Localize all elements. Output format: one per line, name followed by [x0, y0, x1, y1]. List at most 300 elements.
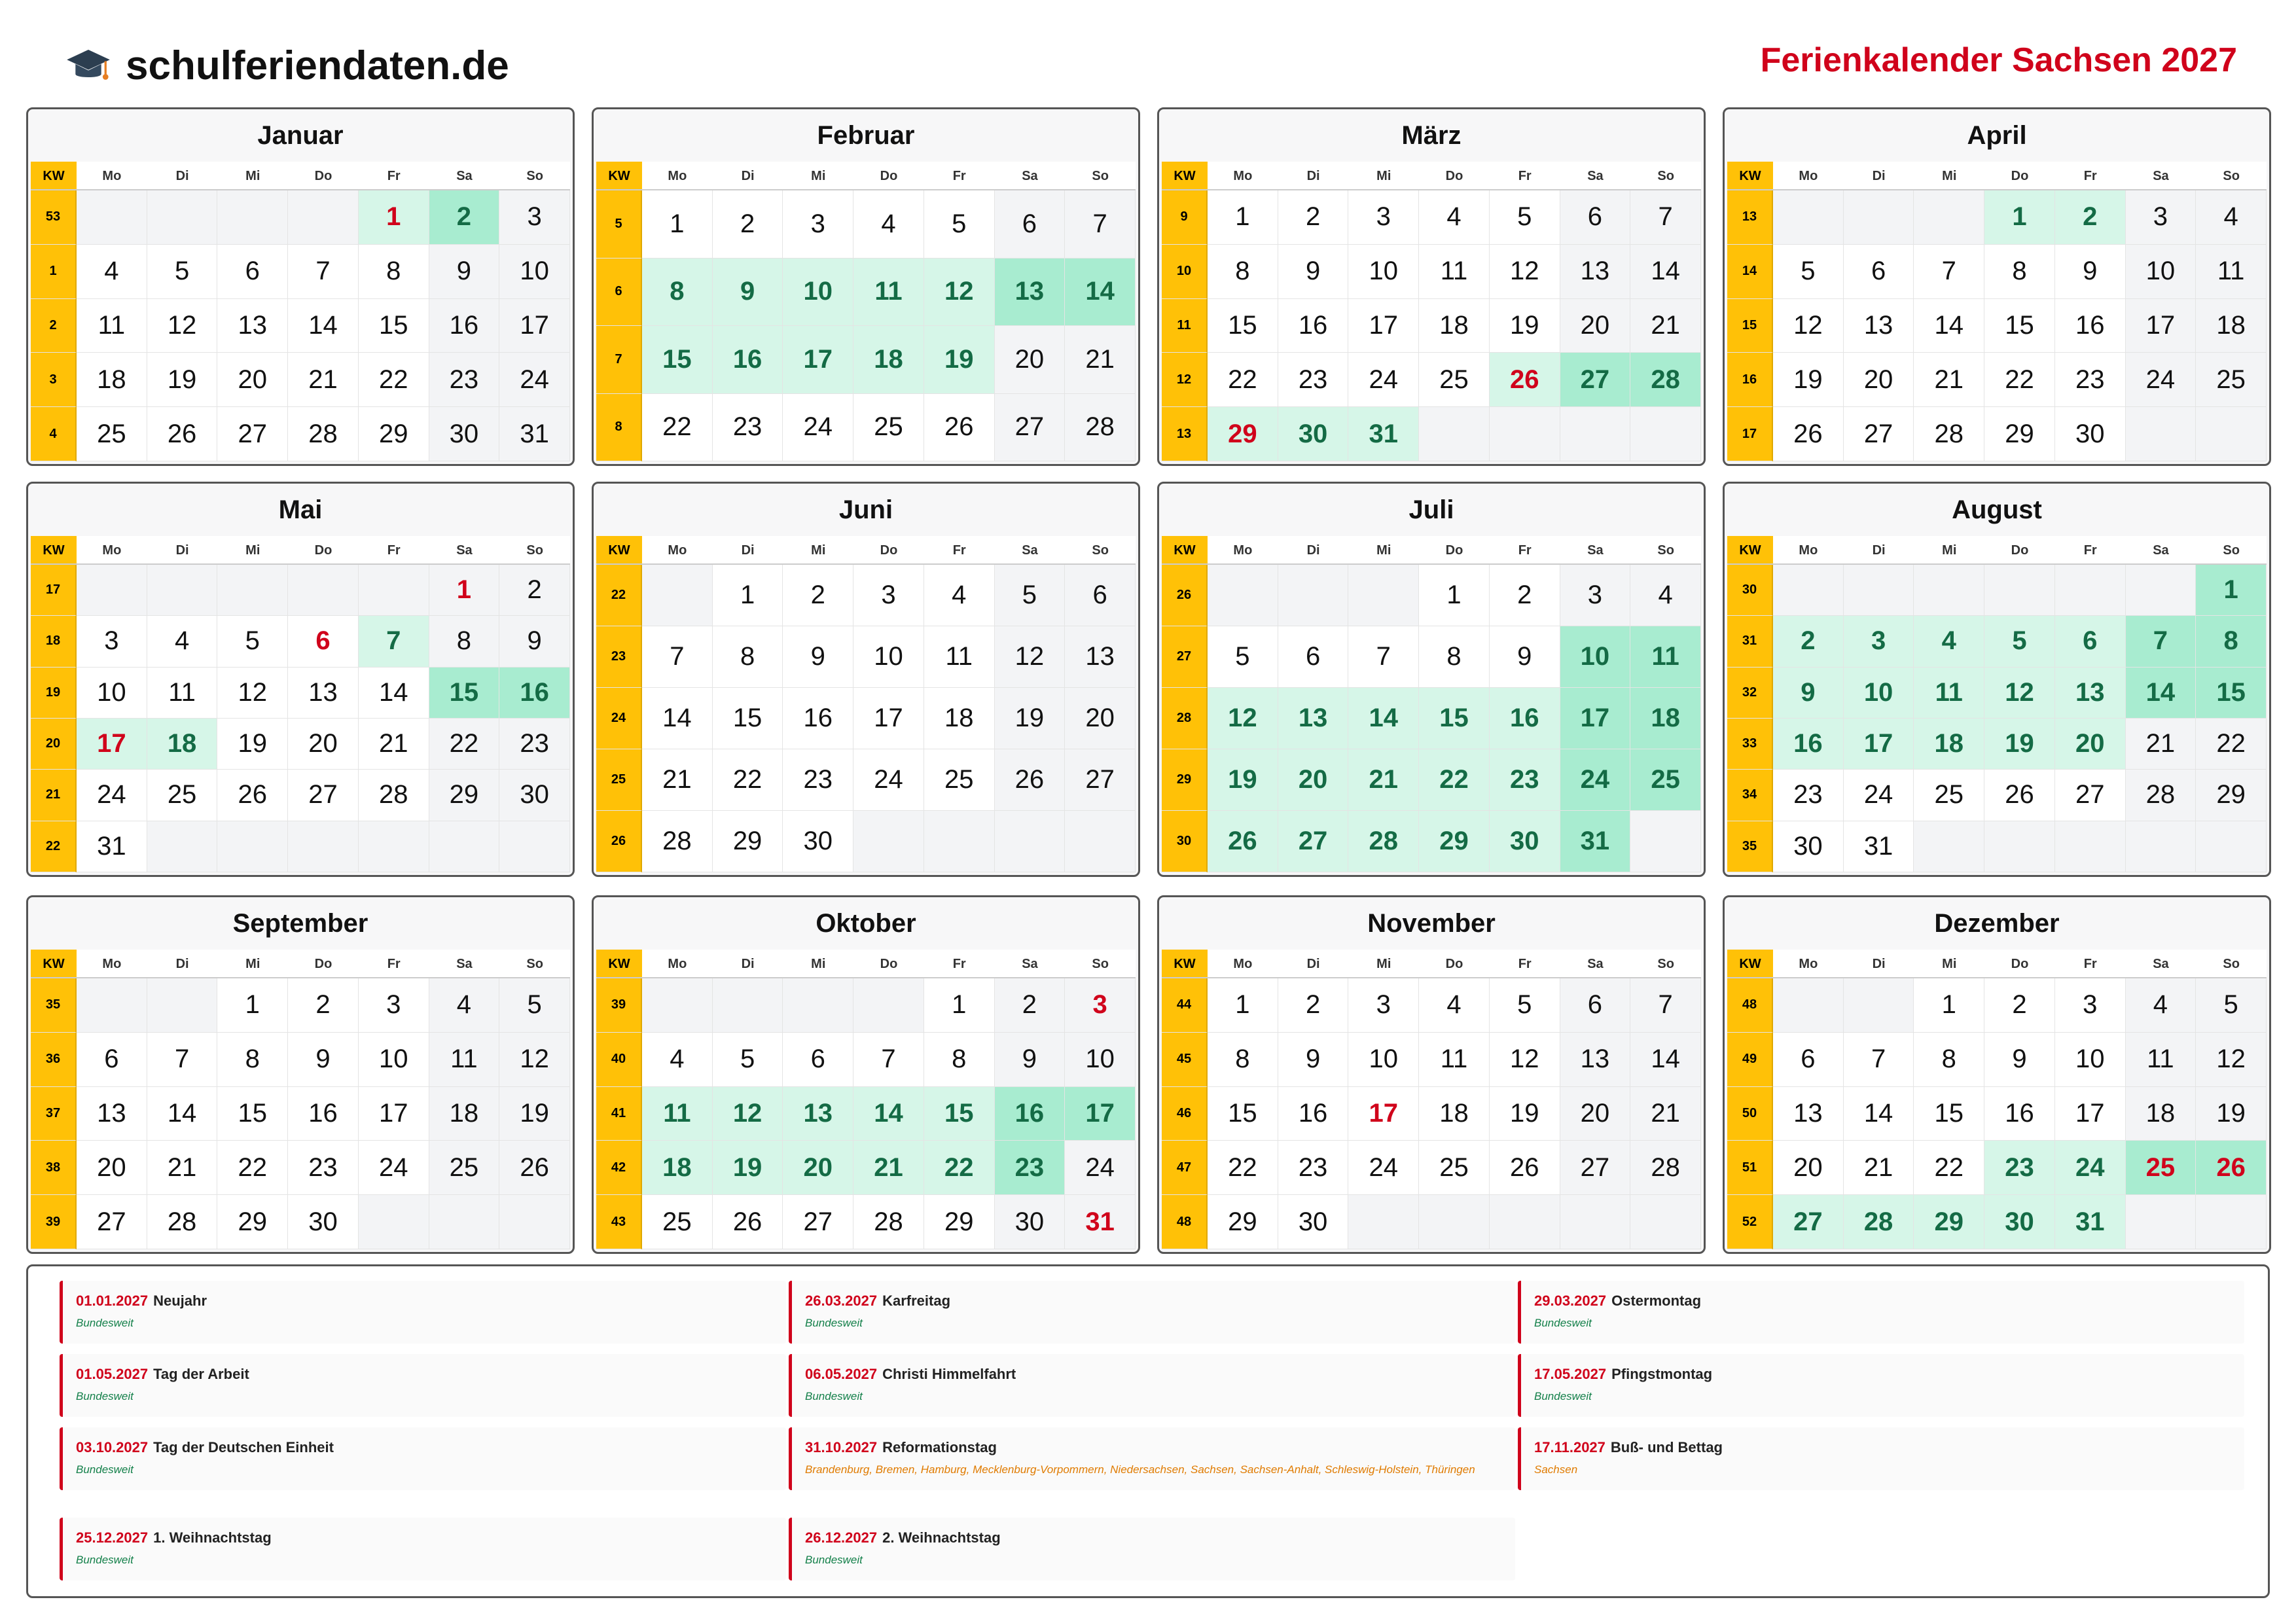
- kw-header: KW: [31, 536, 77, 565]
- month-name: Oktober: [816, 909, 916, 938]
- week-number: 30: [1162, 811, 1208, 872]
- week-number: 26: [596, 811, 642, 872]
- empty-cell: [217, 821, 288, 872]
- day-cell: 4: [2196, 190, 2267, 245]
- day-cell: 13: [77, 1087, 147, 1141]
- empty-cell: [1419, 1195, 1490, 1249]
- weekday-header: Di: [1278, 536, 1349, 565]
- day-cell: 28: [1630, 1141, 1701, 1195]
- weekday-header: Mo: [77, 162, 147, 190]
- empty-cell: [77, 978, 147, 1033]
- day-cell: 7: [1844, 1033, 1914, 1087]
- month-name: Juli: [1408, 495, 1454, 524]
- day-cell: 2: [1984, 978, 2055, 1033]
- day-cell: 9: [713, 259, 783, 327]
- day-cell: 4: [77, 245, 147, 299]
- day-cell: 9: [1773, 668, 1844, 719]
- week-number: 46: [1162, 1087, 1208, 1141]
- legend-item: [789, 1518, 1515, 1580]
- empty-cell: [1348, 1195, 1419, 1249]
- day-cell: 7: [288, 245, 359, 299]
- day-cell: 12: [1984, 668, 2055, 719]
- week-number: 4: [31, 407, 77, 461]
- day-cell: 25: [147, 770, 218, 821]
- month-name: Juni: [838, 495, 893, 524]
- holiday-name: Tag der Deutschen Einheit: [153, 1439, 334, 1455]
- day-cell: 5: [1773, 245, 1844, 299]
- day-cell: 9: [429, 245, 500, 299]
- weekday-header: So: [1630, 162, 1701, 190]
- day-cell: 24: [499, 353, 570, 407]
- day-cell: 20: [217, 353, 288, 407]
- week-number: 22: [31, 821, 77, 872]
- weekday-header: Mo: [1208, 536, 1278, 565]
- week-number: 30: [1727, 565, 1773, 616]
- week-number: 34: [1727, 770, 1773, 821]
- day-cell: 22: [217, 1141, 288, 1195]
- day-cell: 10: [1348, 1033, 1419, 1087]
- day-cell: 23: [1490, 749, 1560, 811]
- week-number: 15: [1727, 299, 1773, 353]
- day-cell: 1: [924, 978, 995, 1033]
- weekday-header: Sa: [1560, 162, 1631, 190]
- week-number: 10: [1162, 245, 1208, 299]
- day-cell: 26: [2196, 1141, 2267, 1195]
- holiday-name: Tag der Arbeit: [153, 1366, 249, 1382]
- kw-header: KW: [1727, 162, 1773, 190]
- week-number: 18: [31, 616, 77, 667]
- day-cell: 12: [1490, 1033, 1560, 1087]
- day-cell: 1: [1208, 190, 1278, 245]
- day-cell: 22: [2196, 719, 2267, 770]
- day-cell: 13: [1844, 299, 1914, 353]
- day-cell: 28: [853, 1195, 924, 1249]
- day-cell: 10: [1844, 668, 1914, 719]
- week-number: 35: [31, 978, 77, 1033]
- day-cell: 1: [1208, 978, 1278, 1033]
- empty-cell: [2196, 407, 2267, 461]
- day-cell: 16: [1773, 719, 1844, 770]
- day-cell: 20: [1065, 688, 1136, 749]
- week-number: 8: [596, 394, 642, 462]
- day-cell: 9: [1278, 245, 1349, 299]
- month-name: November: [1367, 909, 1496, 938]
- holiday-date: 26.03.2027: [805, 1293, 878, 1309]
- day-cell: 3: [1560, 565, 1631, 626]
- day-cell: 20: [2055, 719, 2126, 770]
- day-cell: 30: [1984, 1195, 2055, 1249]
- legend-item: [789, 1354, 1515, 1417]
- day-cell: 3: [77, 616, 147, 667]
- day-cell: 17: [1348, 1087, 1419, 1141]
- day-cell: 12: [1490, 245, 1560, 299]
- weekday-header: So: [499, 162, 570, 190]
- day-cell: 30: [1278, 407, 1349, 461]
- day-cell: 13: [1560, 245, 1631, 299]
- weekday-header: So: [2196, 536, 2267, 565]
- empty-cell: [2196, 821, 2267, 872]
- month-table: [31, 536, 570, 872]
- kw-header: KW: [31, 950, 77, 978]
- day-cell: 3: [359, 978, 429, 1033]
- weekday-header: Fr: [924, 536, 995, 565]
- holiday-region: Bundesweit: [805, 1554, 863, 1566]
- weekday-header: Fr: [924, 950, 995, 978]
- empty-cell: [1419, 407, 1490, 461]
- day-cell: 19: [147, 353, 218, 407]
- day-cell: 23: [288, 1141, 359, 1195]
- day-cell: 11: [924, 626, 995, 688]
- empty-cell: [853, 811, 924, 872]
- week-number: 36: [31, 1033, 77, 1087]
- day-cell: 1: [1914, 978, 1984, 1033]
- holiday-date: 31.10.2027: [805, 1439, 878, 1455]
- site-logo[interactable]: [65, 38, 509, 93]
- day-cell: 24: [1560, 749, 1631, 811]
- empty-cell: [1278, 565, 1349, 626]
- day-cell: 26: [217, 770, 288, 821]
- kw-header: KW: [1162, 536, 1208, 565]
- day-cell: 22: [359, 353, 429, 407]
- empty-cell: [2126, 821, 2197, 872]
- weekday-header: Di: [713, 950, 783, 978]
- day-cell: 22: [924, 1141, 995, 1195]
- day-cell: 25: [642, 1195, 713, 1249]
- day-cell: 21: [1630, 1087, 1701, 1141]
- day-cell: 14: [1065, 259, 1136, 327]
- day-cell: 27: [783, 1195, 853, 1249]
- day-cell: 13: [1278, 688, 1349, 749]
- weekday-header: Mi: [1348, 162, 1419, 190]
- day-cell: 28: [1065, 394, 1136, 462]
- weekday-header: Mo: [1773, 950, 1844, 978]
- day-cell: 7: [1630, 978, 1701, 1033]
- month-table: [1727, 162, 2267, 461]
- day-cell: 9: [783, 626, 853, 688]
- weekday-header: Di: [1844, 162, 1914, 190]
- day-cell: 22: [1914, 1141, 1984, 1195]
- day-cell: 15: [217, 1087, 288, 1141]
- legend-item: [1518, 1354, 2244, 1417]
- day-cell: 27: [1560, 1141, 1631, 1195]
- day-cell: 16: [2055, 299, 2126, 353]
- month-6: [592, 482, 1140, 877]
- kw-header: KW: [1727, 536, 1773, 565]
- day-cell: 26: [995, 749, 1066, 811]
- weekday-header: So: [499, 950, 570, 978]
- weekday-header: Fr: [359, 950, 429, 978]
- day-cell: 8: [359, 245, 429, 299]
- holiday-name: Christi Himmelfahrt: [882, 1366, 1016, 1382]
- weekday-header: Mo: [642, 162, 713, 190]
- day-cell: 6: [995, 190, 1066, 259]
- week-number: 47: [1162, 1141, 1208, 1195]
- day-cell: 3: [1348, 190, 1419, 245]
- weekday-header: Sa: [429, 536, 500, 565]
- day-cell: 14: [642, 688, 713, 749]
- month-table: [1727, 536, 2267, 872]
- day-cell: 28: [642, 811, 713, 872]
- day-cell: 27: [1278, 811, 1349, 872]
- weekday-header: Sa: [1560, 950, 1631, 978]
- month-name: September: [232, 909, 368, 938]
- day-cell: 20: [77, 1141, 147, 1195]
- day-cell: 19: [713, 1141, 783, 1195]
- day-cell: 14: [288, 299, 359, 353]
- week-number: 26: [1162, 565, 1208, 626]
- month-table: [596, 536, 1136, 872]
- weekday-header: Di: [1278, 162, 1349, 190]
- day-cell: 21: [359, 719, 429, 770]
- day-cell: 10: [359, 1033, 429, 1087]
- day-cell: 11: [77, 299, 147, 353]
- weekday-header: Di: [713, 162, 783, 190]
- legend-item: [1518, 1427, 2244, 1490]
- weekday-header: Sa: [995, 950, 1066, 978]
- day-cell: 9: [499, 616, 570, 667]
- day-cell: 16: [288, 1087, 359, 1141]
- day-cell: 29: [429, 770, 500, 821]
- week-number: 12: [1162, 353, 1208, 407]
- day-cell: 19: [1490, 299, 1560, 353]
- weekday-header: Do: [1419, 536, 1490, 565]
- day-cell: 30: [1773, 821, 1844, 872]
- weekday-header: So: [1065, 162, 1136, 190]
- week-number: 53: [31, 190, 77, 245]
- empty-cell: [1630, 407, 1701, 461]
- day-cell: 14: [1348, 688, 1419, 749]
- day-cell: 6: [1065, 565, 1136, 626]
- day-cell: 17: [1560, 688, 1631, 749]
- day-cell: 20: [783, 1141, 853, 1195]
- weekday-header: Mi: [1348, 950, 1419, 978]
- day-cell: 21: [1844, 1141, 1914, 1195]
- empty-cell: [642, 978, 713, 1033]
- month-table: [31, 162, 570, 461]
- day-cell: 21: [147, 1141, 218, 1195]
- weekday-header: Mi: [783, 162, 853, 190]
- day-cell: 14: [1630, 1033, 1701, 1087]
- empty-cell: [77, 565, 147, 616]
- day-cell: 3: [2055, 978, 2126, 1033]
- week-number: 16: [1727, 353, 1773, 407]
- page-header: [0, 0, 2296, 105]
- day-cell: 25: [2126, 1141, 2197, 1195]
- day-cell: 28: [1630, 353, 1701, 407]
- day-cell: 18: [1419, 299, 1490, 353]
- day-cell: 14: [2126, 668, 2197, 719]
- day-cell: 19: [1773, 353, 1844, 407]
- week-number: 31: [1727, 616, 1773, 667]
- weekday-header: Fr: [2055, 162, 2126, 190]
- day-cell: 20: [1844, 353, 1914, 407]
- day-cell: 2: [288, 978, 359, 1033]
- weekday-header: Mi: [217, 536, 288, 565]
- weekday-header: So: [1065, 950, 1136, 978]
- day-cell: 15: [1914, 1087, 1984, 1141]
- day-cell: 15: [1208, 1087, 1278, 1141]
- holiday-date: 25.12.2027: [76, 1529, 149, 1546]
- day-cell: 8: [1208, 1033, 1278, 1087]
- day-cell: 22: [1208, 353, 1278, 407]
- holiday-region: Bundesweit: [805, 1390, 863, 1402]
- empty-cell: [1773, 565, 1844, 616]
- weekday-header: Do: [288, 536, 359, 565]
- day-cell: 14: [147, 1087, 218, 1141]
- day-cell: 5: [924, 190, 995, 259]
- day-cell: 10: [853, 626, 924, 688]
- week-number: 41: [596, 1087, 642, 1141]
- weekday-header: Mi: [783, 950, 853, 978]
- day-cell: 31: [1844, 821, 1914, 872]
- day-cell: 7: [853, 1033, 924, 1087]
- weekday-header: Mo: [1208, 162, 1278, 190]
- kw-header: KW: [31, 162, 77, 190]
- week-number: 49: [1727, 1033, 1773, 1087]
- day-cell: 28: [288, 407, 359, 461]
- kw-header: KW: [596, 536, 642, 565]
- day-cell: 23: [1773, 770, 1844, 821]
- empty-cell: [713, 978, 783, 1033]
- day-cell: 20: [1278, 749, 1349, 811]
- day-cell: 9: [2055, 245, 2126, 299]
- kw-header: KW: [1162, 950, 1208, 978]
- month-8: [1723, 482, 2271, 877]
- month-name: Dezember: [1934, 909, 2060, 938]
- day-cell: 11: [642, 1087, 713, 1141]
- weekday-header: So: [499, 536, 570, 565]
- legend-item: [60, 1518, 786, 1580]
- month-5: [26, 482, 575, 877]
- day-cell: 6: [2055, 616, 2126, 667]
- day-cell: 24: [2126, 353, 2197, 407]
- day-cell: 23: [995, 1141, 1066, 1195]
- weekday-header: Mo: [1773, 162, 1844, 190]
- day-cell: 6: [77, 1033, 147, 1087]
- day-cell: 10: [499, 245, 570, 299]
- week-number: 20: [31, 719, 77, 770]
- day-cell: 9: [1278, 1033, 1349, 1087]
- holiday-region: Bundesweit: [76, 1554, 134, 1566]
- day-cell: 26: [1490, 353, 1560, 407]
- week-number: 1: [31, 245, 77, 299]
- weekday-header: Di: [1278, 950, 1349, 978]
- day-cell: 8: [1984, 245, 2055, 299]
- weekday-header: Mo: [77, 950, 147, 978]
- month-name: April: [1967, 121, 2027, 150]
- day-cell: 15: [713, 688, 783, 749]
- day-cell: 20: [1560, 1087, 1631, 1141]
- day-cell: 4: [1419, 978, 1490, 1033]
- day-cell: 11: [2126, 1033, 2197, 1087]
- day-cell: 17: [1065, 1087, 1136, 1141]
- weekday-header: Do: [1984, 950, 2055, 978]
- day-cell: 22: [1984, 353, 2055, 407]
- week-number: 48: [1162, 1195, 1208, 1249]
- day-cell: 25: [77, 407, 147, 461]
- empty-cell: [853, 978, 924, 1033]
- day-cell: 19: [924, 326, 995, 394]
- day-cell: 3: [2126, 190, 2197, 245]
- day-cell: 10: [1348, 245, 1419, 299]
- day-cell: 22: [1208, 1141, 1278, 1195]
- day-cell: 24: [1348, 1141, 1419, 1195]
- day-cell: 9: [1490, 626, 1560, 688]
- month-name: August: [1952, 495, 2042, 524]
- day-cell: 3: [1348, 978, 1419, 1033]
- empty-cell: [1914, 190, 1984, 245]
- weekday-header: Fr: [2055, 536, 2126, 565]
- legend-item: [789, 1427, 1515, 1490]
- empty-cell: [217, 190, 288, 245]
- weekday-header: Do: [1984, 536, 2055, 565]
- day-cell: 10: [1065, 1033, 1136, 1087]
- day-cell: 18: [853, 326, 924, 394]
- empty-cell: [1844, 565, 1914, 616]
- day-cell: 13: [783, 1087, 853, 1141]
- day-cell: 15: [924, 1087, 995, 1141]
- day-cell: 18: [1630, 688, 1701, 749]
- holiday-date: 06.05.2027: [805, 1366, 878, 1382]
- day-cell: 26: [499, 1141, 570, 1195]
- week-number: 45: [1162, 1033, 1208, 1087]
- week-number: 25: [596, 749, 642, 811]
- day-cell: 27: [2055, 770, 2126, 821]
- holiday-region: Bundesweit: [76, 1390, 134, 1402]
- holiday-name: Reformationstag: [882, 1439, 997, 1455]
- day-cell: 18: [924, 688, 995, 749]
- weekday-header: Sa: [1560, 536, 1631, 565]
- day-cell: 12: [995, 626, 1066, 688]
- day-cell: 4: [2126, 978, 2197, 1033]
- day-cell: 8: [642, 259, 713, 327]
- day-cell: 1: [642, 190, 713, 259]
- day-cell: 14: [853, 1087, 924, 1141]
- weekday-header: Mi: [1914, 950, 1984, 978]
- weekday-header: Mo: [77, 536, 147, 565]
- day-cell: 4: [1630, 565, 1701, 626]
- week-number: 5: [596, 190, 642, 259]
- weekday-header: Mi: [217, 162, 288, 190]
- day-cell: 23: [2055, 353, 2126, 407]
- legend-item: [60, 1281, 786, 1344]
- weekday-header: Di: [1844, 536, 1914, 565]
- empty-cell: [288, 565, 359, 616]
- day-cell: 26: [147, 407, 218, 461]
- day-cell: 6: [783, 1033, 853, 1087]
- weekday-header: Fr: [924, 162, 995, 190]
- week-number: 14: [1727, 245, 1773, 299]
- day-cell: 3: [499, 190, 570, 245]
- day-cell: 5: [713, 1033, 783, 1087]
- day-cell: 1: [713, 565, 783, 626]
- day-cell: 19: [995, 688, 1066, 749]
- month-7: [1157, 482, 1706, 877]
- weekday-header: Sa: [995, 162, 1066, 190]
- weekday-header: Fr: [1490, 950, 1560, 978]
- day-cell: 30: [1278, 1195, 1349, 1249]
- day-cell: 7: [1348, 626, 1419, 688]
- day-cell: 27: [1560, 353, 1631, 407]
- empty-cell: [1773, 978, 1844, 1033]
- day-cell: 23: [783, 749, 853, 811]
- day-cell: 12: [1773, 299, 1844, 353]
- week-number: 27: [1162, 626, 1208, 688]
- day-cell: 7: [359, 616, 429, 667]
- day-cell: 28: [1914, 407, 1984, 461]
- week-number: 3: [31, 353, 77, 407]
- day-cell: 22: [429, 719, 500, 770]
